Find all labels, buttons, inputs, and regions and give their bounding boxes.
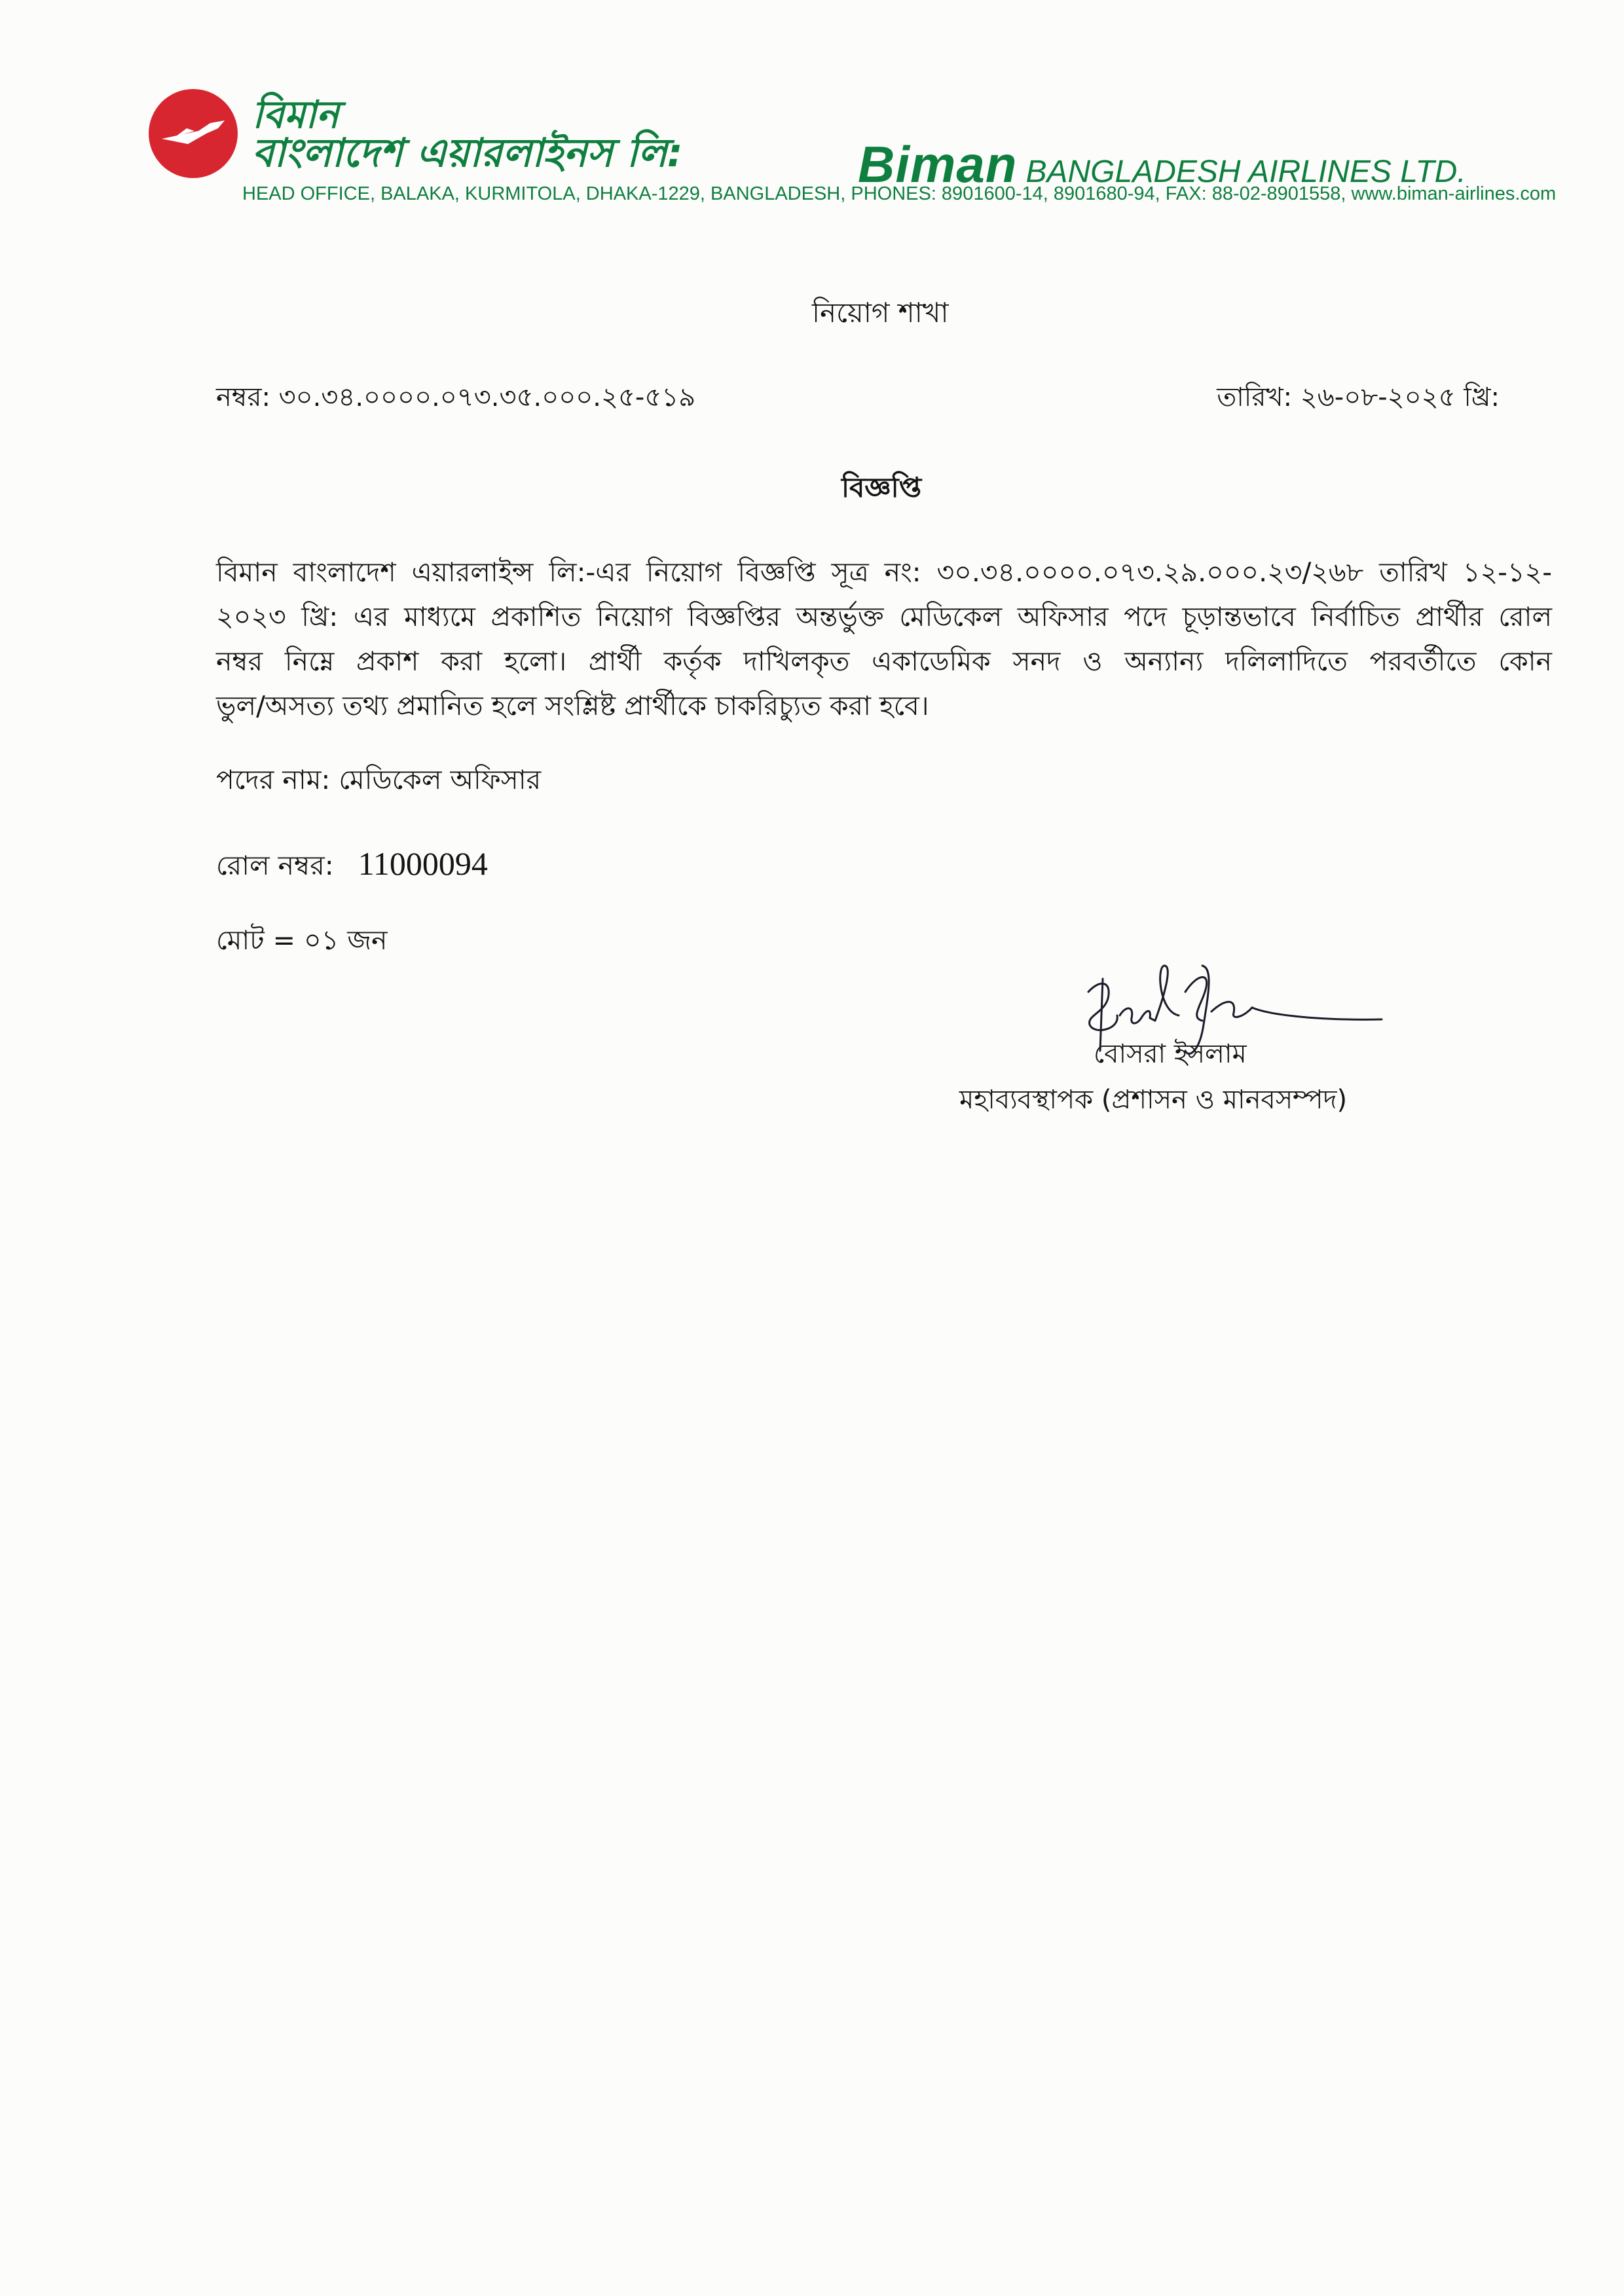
roll-number: 11000094: [358, 845, 488, 882]
issue-date: তারিখ: ২৬-০৮-২০২৫ খ্রি:: [1217, 382, 1500, 412]
head-office-address: HEAD OFFICE, BALAKA, KURMITOLA, DHAKA-1229, BANGLADESH, PHONES: 8901600-14, 8901680-94, FAX: 88-02-8901558, www.biman-airlines.com: [242, 183, 1557, 204]
roll-number-row: [216, 845, 488, 890]
paragraph-line: নম্বর নিম্নে প্রকাশ করা হলো। প্রার্থী কর্তৃক দাখিলকৃত একাডেমিক সনদ ও অন্যান্য দলিলাদিতে পরবর্তীতে কোন: [216, 646, 1552, 677]
paragraph-line: বিমান বাংলাদেশ এয়ারলাইন্স লি:-এর নিয়োগ বিজ্ঞপ্তি সূত্র নং: ৩০.৩৪.০০০০.০৭৩.২৯.০০০.২৩/২৬৮ তারিখ ১২-১২-: [216, 556, 1552, 588]
post-name: পদের নাম: মেডিকেল অফিসার: [216, 764, 542, 795]
notice-paragraph: [216, 550, 1552, 728]
letterhead: [147, 84, 1557, 215]
brand-name: Biman: [858, 136, 1018, 193]
paragraph-line: ভুল/অসত্য তথ্য প্রমানিত হলে সংশ্লিষ্ট প্রার্থীকে চাকরিচ্যুত করা হবে।: [216, 690, 929, 721]
section-name: নিয়োগ শাখা: [812, 297, 949, 329]
brand-subtitle: BANGLADESH AIRLINES LTD.: [1025, 155, 1466, 189]
bengali-wordmark: [252, 92, 683, 176]
total-count: মোট = ০১ জন: [216, 924, 388, 956]
wordmark-bn-line1: বিমান: [252, 92, 339, 137]
signer-name: বোসরা ইসলাম: [1094, 1039, 1247, 1069]
reference-number: নম্বর: ৩০.৩৪.০০০০.০৭৩.৩৫.০০০.২৫-৫১৯: [216, 382, 696, 412]
notice-heading: বিজ্ঞপ্তি: [841, 471, 922, 503]
wordmark-bn-line2: বাংলাদেশ এয়ারলাইনস লি:: [252, 130, 683, 176]
roll-label: রোল নম্বর:: [216, 850, 334, 881]
reference-row: [216, 376, 1500, 416]
biman-logo-icon: [147, 88, 239, 179]
paragraph-line: ২০২৩ খ্রি: এর মাধ্যমে প্রকাশিত নিয়োগ বিজ্ঞপ্তির অন্তর্ভুক্ত মেডিকেল অফিসার পদে চূড়ান্তভাবে নির্বাচিত প্রার্থীর রোল: [216, 601, 1552, 632]
signer-title: মহাব্যবস্থাপক (প্রশাসন ও মানবসম্পদ): [959, 1085, 1348, 1115]
